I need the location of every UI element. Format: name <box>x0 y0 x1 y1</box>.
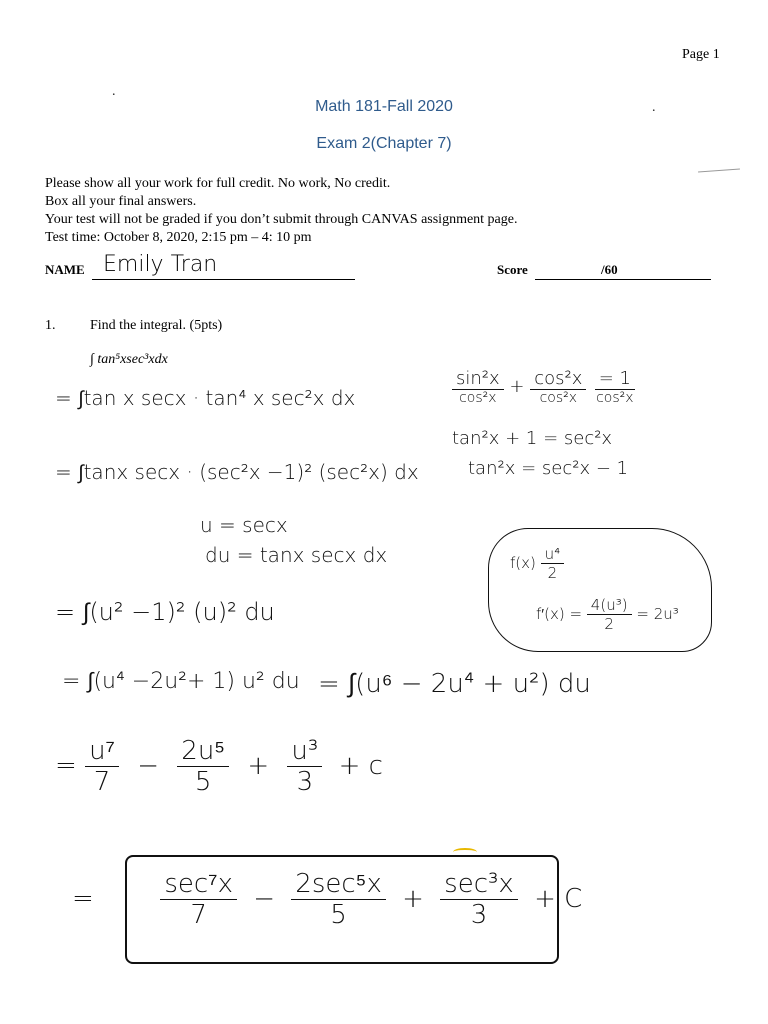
substitution-u: u = secx <box>200 513 288 537</box>
denominator: 3 <box>296 766 314 797</box>
score-total: /60 <box>601 262 618 277</box>
denominator: cos²x <box>596 390 634 406</box>
denominator: 7 <box>190 900 207 930</box>
denominator: 3 <box>470 899 488 930</box>
equals-sign: = <box>55 750 77 781</box>
fraction <box>592 368 637 406</box>
identity-derivation <box>452 368 638 406</box>
instruction-line: Box all your final answers. <box>45 194 197 209</box>
function-label: f(x) <box>510 554 536 572</box>
numerator: u³ <box>287 736 322 767</box>
score-label: Score <box>497 262 528 277</box>
student-name: Emily Tran <box>103 252 218 277</box>
scratch-note-f <box>510 545 564 582</box>
exam-title: Exam 2(Chapter 7) <box>316 135 452 152</box>
identity-line: tan²x + 1 = sec²x <box>452 428 613 449</box>
work-step-5 <box>55 735 383 797</box>
name-underline <box>92 279 355 280</box>
fraction <box>440 869 518 930</box>
instruction-line: Your test will not be graded if you don’t submit through CANVAS assignment page. <box>45 212 518 227</box>
identity-line: tan²x = sec²x − 1 <box>468 458 629 479</box>
numerator: sec³x <box>440 869 518 900</box>
numerator: u⁴ <box>541 545 565 564</box>
fraction <box>85 735 119 797</box>
denominator: 2 <box>604 615 614 633</box>
fraction <box>530 368 586 406</box>
constant: + C <box>534 883 583 914</box>
numerator: cos²x <box>530 368 586 390</box>
work-step-4a: = ∫(u⁴ −2u²+ 1) u² du <box>62 669 300 694</box>
question-prompt: Find the integral. (5pts) <box>90 318 223 333</box>
operator: − <box>137 750 160 781</box>
numerator: = 1 <box>595 368 635 390</box>
numerator: sec⁷x <box>160 868 237 900</box>
question-expression: ∫ tan⁵xsec³xdx <box>90 352 168 367</box>
operator: + <box>247 750 270 781</box>
operator: + <box>509 376 525 397</box>
substitution-du: du = tanx secx dx <box>205 543 388 567</box>
denominator: 5 <box>194 767 212 797</box>
fraction <box>291 868 386 930</box>
denominator: 7 <box>93 767 111 797</box>
work-step-2: = ∫tanx secx · (sec²x −1)² (sec²x) dx <box>55 460 419 484</box>
page-number: Page 1 <box>682 47 720 62</box>
course-title: Math 181-Fall 2020 <box>315 98 453 115</box>
stray-dot: . <box>112 84 116 99</box>
numerator: 2sec⁵x <box>291 868 386 900</box>
result: = 2u³ <box>636 605 679 623</box>
function-label: f′(x) = <box>536 605 583 623</box>
instruction-line: Please show all your work for full credit. No work, No credit. <box>45 176 391 191</box>
fraction <box>287 736 322 797</box>
work-step-3: = ∫(u² −1)² (u)² du <box>55 598 275 626</box>
numerator: 4(u³) <box>587 596 632 615</box>
fraction <box>160 868 237 930</box>
denominator: 5 <box>330 900 347 930</box>
stray-pen-mark <box>698 169 740 173</box>
denominator: cos²x <box>459 390 497 406</box>
fraction <box>587 596 632 633</box>
question-number: 1. <box>45 318 56 333</box>
fraction <box>177 735 229 797</box>
fraction <box>452 368 504 406</box>
work-step-4b: = ∫(u⁶ − 2u⁴ + u²) du <box>318 669 591 699</box>
instructions <box>45 175 518 247</box>
numerator: u⁷ <box>85 735 119 767</box>
operator: − <box>253 883 276 914</box>
constant: + c <box>338 750 383 781</box>
stray-dot: . <box>652 100 656 115</box>
numerator: sin²x <box>452 368 504 390</box>
operator: + <box>402 883 424 914</box>
final-answer <box>72 868 582 930</box>
highlight-mark <box>453 848 477 856</box>
denominator: 2 <box>547 564 558 582</box>
equals-sign: = <box>72 883 94 914</box>
scratch-note-fprime <box>536 596 679 633</box>
work-step-1: = ∫tan x secx · tan⁴ x sec²x dx <box>55 386 356 410</box>
denominator: cos²x <box>539 390 578 406</box>
numerator: 2u⁵ <box>177 735 229 767</box>
score-underline <box>535 279 711 280</box>
instruction-line: Test time: October 8, 2020, 2:15 pm – 4: 10 pm <box>45 230 312 245</box>
name-label: NAME <box>45 262 85 277</box>
fraction <box>541 545 565 582</box>
